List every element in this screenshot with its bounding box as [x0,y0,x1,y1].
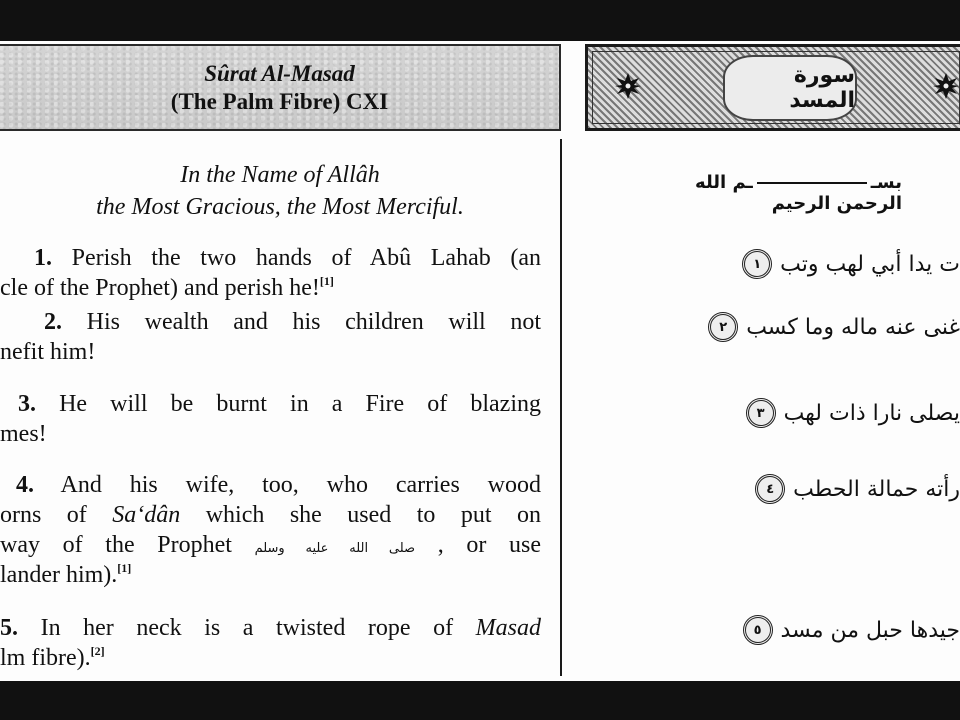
arabic-surah-header [585,44,960,131]
verse-text: way of the Prophet [0,532,232,558]
footnote-ref[interactable]: [1] [319,274,334,288]
english-surah-header [0,44,561,131]
english-verse-2 [0,307,541,367]
verse-text: lander him). [0,562,118,588]
arabic-verse-1 [742,244,960,284]
honorific-arabic: صلى الله عليه وسلم [254,541,416,556]
arabic-verse-text: جيدها حبل من مسد [780,617,960,643]
verse-text: Perish the two hands of Abû Lahab (an [71,245,541,271]
arabic-verse-text: ت يدا أبي لهب وتب [780,251,960,277]
arabic-verse-text: رأته حمالة الحطب [793,476,960,502]
verse-text: , or use [437,532,541,558]
arabic-surah-name: سورة المسد [723,55,857,121]
arabic-verse-5 [743,610,960,650]
footnote-ref[interactable]: [1] [117,561,132,575]
verse-text: And his wife, too, who carries wood [60,472,541,498]
column-divider [560,139,562,676]
verse-text: His wealth and his children will not [86,309,541,335]
verse-end-marker-icon: ٥ [743,615,773,645]
arabic-verse-2 [708,307,960,347]
verse-end-marker-icon: ٤ [755,474,785,504]
verse-end-marker-icon: ٢ [708,312,738,342]
basmala-line-2: the Most Gracious, the Most Merciful. [96,194,464,220]
verse-text: lm fibre). [0,645,91,671]
english-verse-4 [0,470,541,590]
verse-end-marker-icon: ٣ [746,398,776,428]
english-verse-5 [0,613,541,673]
basmala-start: بسـ [870,172,902,193]
verse-text: which she used to put on [180,502,541,528]
kashida-stroke [757,182,867,184]
verse-text: He will be burnt in a Fire of blazing [59,391,541,417]
english-verse-1 [0,243,541,303]
basmala-end: ـم الله الرحمن الرحيم [695,172,902,214]
surah-title: Sûrat Al-Masad [204,61,355,86]
verse-number: 3. [18,391,36,417]
arabic-verse-text: يصلى نارا ذات لهب [783,400,960,426]
verse-number: 4. [16,472,34,498]
footnote-ref[interactable]: [2] [90,644,105,658]
star-ornament-icon [615,73,641,99]
verse-number: 2. [44,309,62,335]
verse-text: In her neck is a twisted rope of [40,615,476,641]
arabic-verse-4 [755,469,960,509]
italic-term: Sa‘dân [112,502,181,528]
surah-subtitle: (The Palm Fibre) CXI [170,89,389,114]
verse-text: mes! [0,421,47,447]
verse-number: 1. [34,245,52,271]
verse-number: 5. [0,615,18,641]
verse-text: orns of [0,502,113,528]
english-basmala [0,159,560,223]
basmala-line-1: In the Name of Allâh [180,162,380,188]
verse-text: nefit him! [0,339,96,365]
arabic-basmala [632,172,902,214]
star-ornament-icon [933,73,959,99]
verse-text: cle of the Prophet) and perish he! [0,275,320,301]
arabic-verse-text: غنى عنه ماله وما كسب [746,314,960,340]
scanned-page [0,41,960,681]
italic-term: Masad [475,615,541,641]
verse-end-marker-icon: ١ [742,249,772,279]
arabic-verse-3 [746,393,960,433]
english-verse-3 [0,389,541,449]
